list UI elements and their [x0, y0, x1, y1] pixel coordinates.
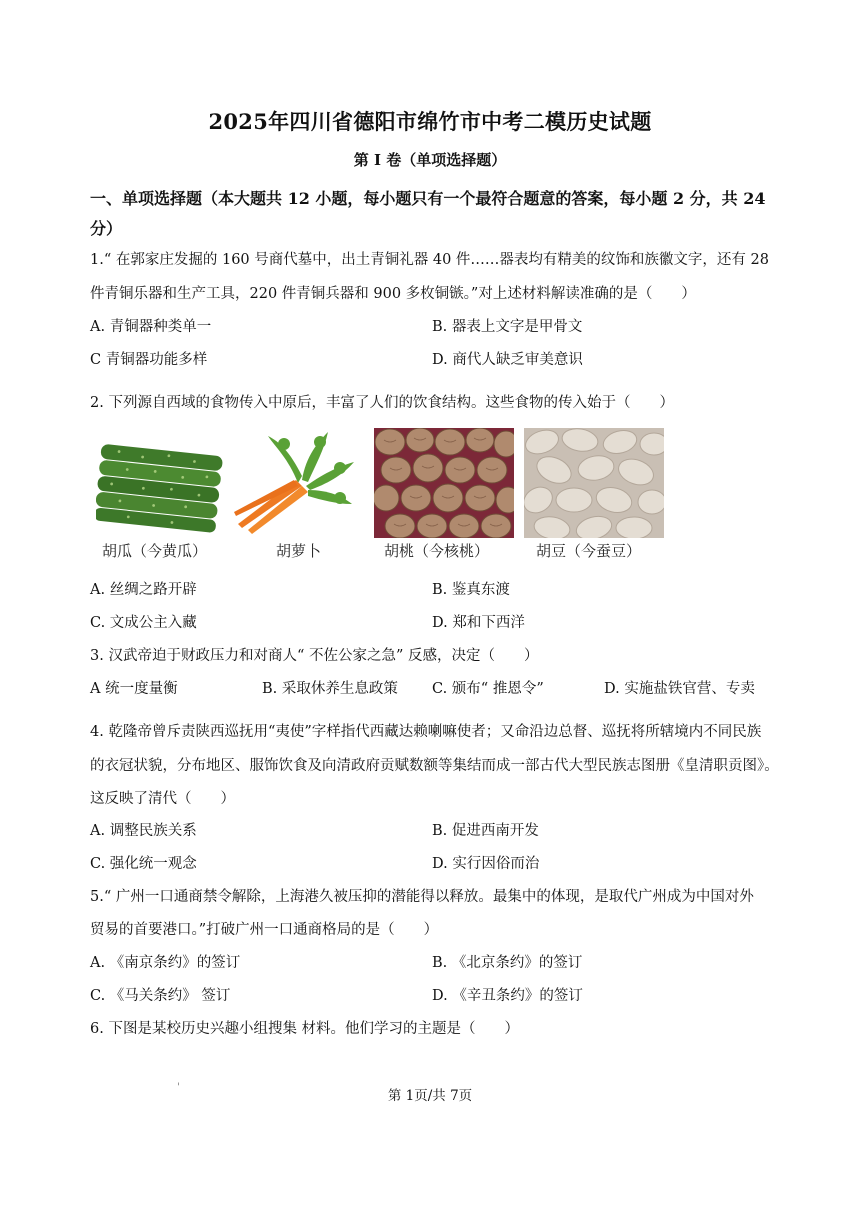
q5-option-b: B. 《北京条约》的签订: [432, 955, 583, 971]
q5-option-c: C. 《马关条约》 签订: [90, 988, 231, 1004]
q2-option-a: A. 丝绸之路开辟: [90, 582, 197, 598]
q2-option-c: C. 文成公主入藏: [90, 615, 197, 631]
q3-option-d: D. 实施盐铁官营、专卖: [604, 681, 755, 697]
q4-option-c: C. 强化统一观念: [90, 856, 197, 872]
q1-stem-line2: 件青铜乐器和生产工具，220 件青铜兵器和 900 多枚铜镞。”对上述材料解读准确的是（ ）: [90, 286, 696, 302]
section-heading: 一、单项选择题（本大题共 12 小题，每小题只有一个最符合题意的答案，每小题 2 分，共 24 分）: [90, 189, 766, 238]
caption-walnut: 胡桃（今核桃）: [384, 542, 490, 560]
walnut-image: [374, 428, 514, 538]
q4-stem-line2: 的衣冠状貌，分布地区、服饰饮食及向清政府贡赋数额等集结而成一部古代大型民族志图册《皇清职贡图》。: [90, 758, 779, 774]
q4-stem-line3: 这反映了清代（ ）: [90, 791, 235, 807]
q2-option-b: B. 鉴真东渡: [432, 582, 510, 598]
q2-option-d: D. 郑和下西洋: [432, 615, 525, 631]
food-image-row: [96, 428, 676, 568]
exam-title: 2025年四川省德阳市绵竹市中考二模历史试题: [208, 109, 652, 134]
q4-option-b: B. 促进西南开发: [432, 823, 539, 839]
q3-option-a: A 统一度量衡: [90, 681, 178, 697]
q4-option-a: A. 调整民族关系: [90, 823, 197, 839]
q1-stem-line1: 1.“ 在郭家庄发掘的 160 号商代墓中，出土青铜礼器 40 件……器表均有精美的纹饰和族徽文字，还有 28: [90, 252, 769, 268]
q3-option-c: C. 颁布“ 推恩令”: [432, 681, 544, 697]
q5-stem-line1: 5.“ 广州一口通商禁令解除，上海港久被压抑的潜能得以释放。最集中的体现，是取代广州成为中国对外: [90, 889, 754, 905]
q5-stem-line2: 贸易的首要港口。”打破广州一口通商格局的是（ ）: [90, 922, 439, 938]
caption-carrot: 胡萝卜: [276, 542, 322, 560]
q1-option-c: C 青铜器功能多样: [90, 352, 208, 368]
q6-stem: 6. 下图是某校历史兴趣小组搜集 材料。他们学习的主题是（ ）: [90, 1021, 520, 1037]
q3-stem: 3. 汉武帝迫于财政压力和对商人“ 不佐公家之急” 反感，决定（ ）: [90, 648, 539, 664]
carrot-image: [228, 428, 358, 538]
q3-option-b: B. 采取休养生息政策: [262, 681, 398, 697]
q1-option-b: B. 器表上文字是甲骨文: [432, 319, 583, 335]
cucumber-image: [96, 428, 224, 538]
q4-option-d: D. 实行因俗而治: [432, 856, 540, 872]
q4-stem-line1: 4. 乾隆帝曾斥责陕西巡抚用“夷使”字样指代西藏达赖喇嘛使者；又命沿边总督、巡抚将所辖境内不同民族: [90, 724, 762, 740]
q1-option-a: A. 青铜器种类单一: [90, 319, 212, 335]
page-footer: 第 1页/共 7页: [387, 1088, 473, 1104]
volume-heading: 第 I 卷（单项选择题）: [353, 151, 507, 169]
q5-option-a: A. 《南京条约》的签订: [90, 955, 241, 971]
q2-stem: 2. 下列源自西域的食物传入中原后，丰富了人们的饮食结构。这些食物的传入始于（ ）: [90, 395, 674, 411]
caption-broad-bean: 胡豆（今蚕豆）: [536, 542, 642, 560]
caption-cucumber: 胡瓜（今黄瓜）: [102, 542, 208, 560]
broad-bean-image: [524, 428, 664, 538]
q5-option-d: D. 《辛丑条约》的签订: [432, 988, 583, 1004]
q1-option-d: D. 商代人缺乏审美意识: [432, 352, 583, 368]
stray-mark: ': [177, 1082, 180, 1093]
